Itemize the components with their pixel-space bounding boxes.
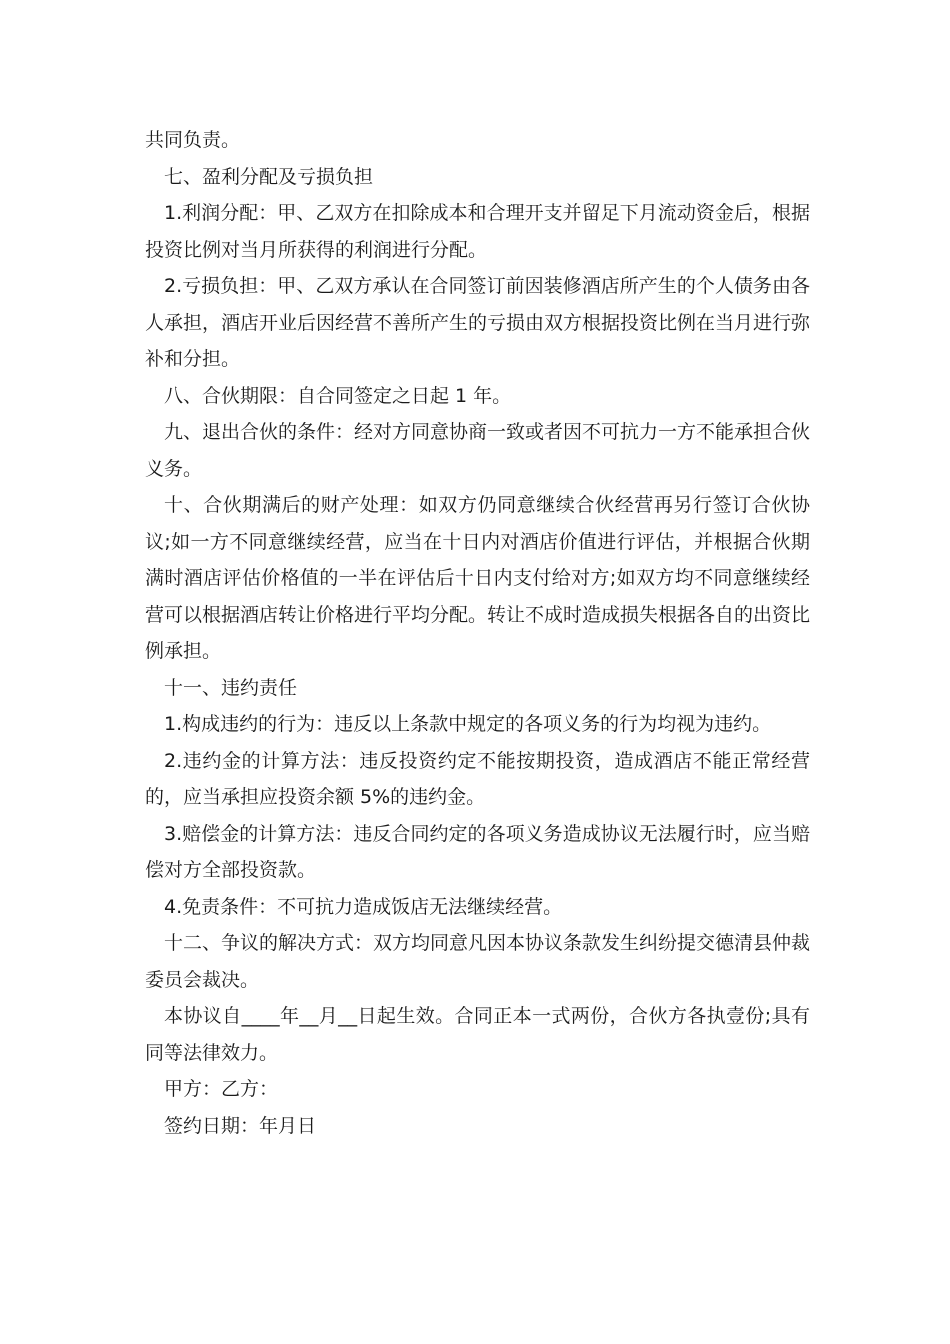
clause-11-4: 4.免责条件：不可抗力造成饭店无法继续经营。 (164, 895, 563, 918)
clause-11-1: 1.构成违约的行为：违反以上条款中规定的各项义务的行为均视为违约。 (164, 713, 772, 735)
section-10: 十、合伙期满后的财产处理：如双方仍同意继续合伙经营再另行签订合伙协议;如一方不同意继续经营，应当在十日内对酒店价值进行评估，并根据合伙期满时酒店评估价格值的一半在评估后十日内支付给对方;如双方均不同意继续经营可以根据酒店转让价格进行平均分配。转让不成时造成损失根据各自的出资比例承担。 (145, 494, 811, 662)
clause-11-2: 2.违约金的计算方法：违反投资约定不能按期投资，造成酒店不能正常经营的，应当承担应投资余额 5%的违约金。 (145, 749, 810, 808)
section-heading-7: 七、盈利分配及亏损负担 (164, 165, 374, 188)
section-12: 十二、争议的解决方式：双方均同意凡因本协议条款发生纠纷提交德清县仲裁委员会裁决。 (145, 932, 811, 991)
signing-date: 签约日期：年月日 (164, 1114, 317, 1137)
clause-11-3: 3.赔偿金的计算方法：违反合同约定的各项义务造成协议无法履行时，应当赔偿对方全部投资款。 (145, 822, 810, 881)
effective-date-clause: 本协议自____年__月__日起生效。合同正本一式两份，合伙方各执壹份;具有同等法律效力。 (145, 1005, 810, 1064)
section-8: 八、合伙期限：自合同签定之日起 1 年。 (164, 384, 512, 407)
clause-7-1: 1.利润分配：甲、乙双方在扣除成本和合理开支并留足下月流动资金后，根据投资比例对当月所获得的利润进行分配。 (145, 202, 810, 261)
signature-parties: 甲方：乙方： (164, 1078, 279, 1100)
section-heading-11: 十一、违约责任 (164, 676, 298, 699)
paragraph-continuation: 共同负责。 (145, 129, 241, 151)
section-9: 九、退出合伙的条件：经对方同意协商一致或者因不可抗力一方不能承担合伙义务。 (145, 421, 811, 480)
clause-7-2: 2.亏损负担：甲、乙双方承认在合同签订前因装修酒店所产生的个人债务由各人承担，酒店开业后因经营不善所产生的亏损由双方根据投资比例在当月进行弥补和分担。 (145, 275, 811, 370)
document-body (145, 122, 810, 1144)
